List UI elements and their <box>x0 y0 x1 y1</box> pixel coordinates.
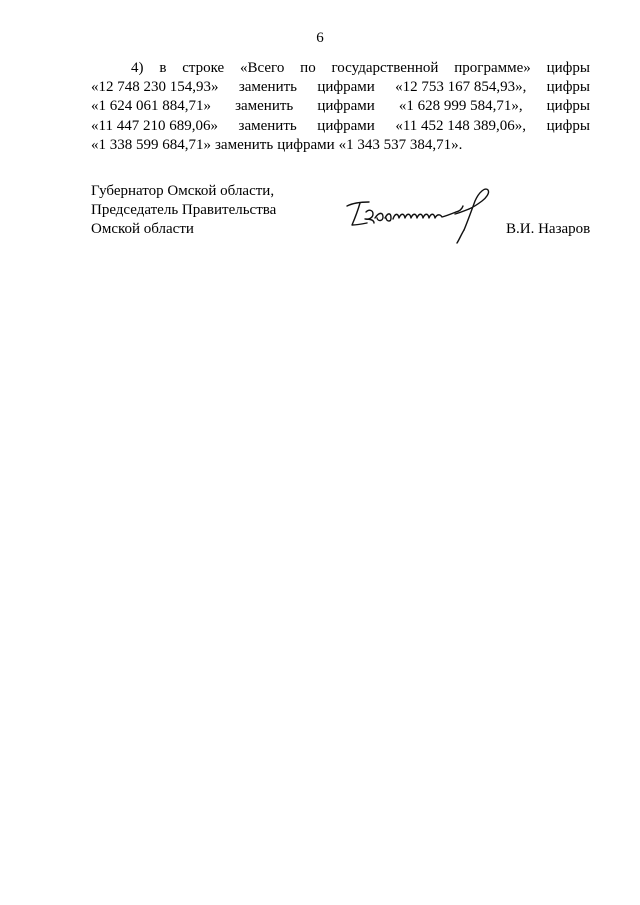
paragraph-line <box>91 59 590 78</box>
word: по <box>300 60 316 76</box>
word: программе» <box>454 60 531 76</box>
word: «12 753 167 854,93», <box>395 79 527 96</box>
word: цифры <box>546 79 590 96</box>
word: «Всего <box>240 60 285 76</box>
amendment-paragraph <box>91 59 590 155</box>
word: в <box>159 60 167 76</box>
word: «1 338 599 684,71» <box>91 136 211 153</box>
page-number: 6 <box>316 30 324 46</box>
word: цифрами <box>317 98 375 115</box>
word: цифрами <box>317 117 375 134</box>
signatory-title-line: Председатель Правительства <box>91 202 277 219</box>
signatory-title <box>91 182 331 240</box>
word: «1 624 061 884,71» <box>91 98 211 115</box>
word: цифры <box>546 98 590 115</box>
paragraph-line <box>91 97 590 116</box>
word: цифрами <box>317 79 375 96</box>
signatory-title-line: Омской области <box>91 221 194 238</box>
paragraph-line <box>91 117 590 136</box>
paragraph-line <box>91 78 590 97</box>
word: «11 447 210 689,06» <box>91 117 218 134</box>
word: заменить <box>235 98 294 115</box>
word: заменить <box>215 136 274 153</box>
word: «12 748 230 154,93» <box>91 79 219 96</box>
word: «1 343 537 384,71». <box>338 136 463 153</box>
word: «1 628 999 584,71», <box>398 98 523 115</box>
word: государственной <box>331 60 439 76</box>
word: цифры <box>546 117 590 134</box>
signatory-title-line: Губернатор Омской области, <box>91 183 275 199</box>
paragraph-line <box>91 136 590 155</box>
word: заменить <box>238 79 297 96</box>
word: цифры <box>546 60 590 76</box>
signature-strokes <box>347 189 489 243</box>
signatory-name: В.И. Назаров <box>506 221 591 237</box>
word: строке <box>182 60 225 76</box>
word: «11 452 148 389,06», <box>395 117 527 134</box>
handwritten-signature <box>343 185 495 245</box>
word: заменить <box>238 117 297 134</box>
word: цифрами <box>277 136 335 153</box>
word: 4) <box>131 60 144 76</box>
